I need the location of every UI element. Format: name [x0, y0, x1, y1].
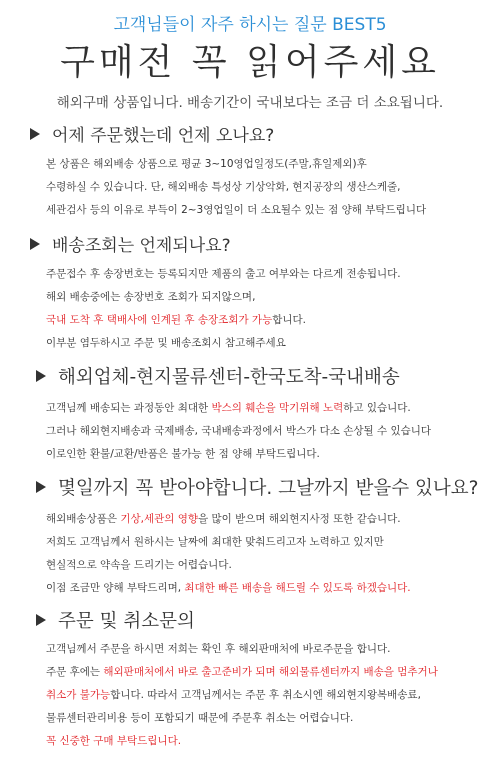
- triangle-bullet-icon: [30, 128, 40, 140]
- faq-answer-5: [46, 638, 438, 753]
- faq-heading-text: 배송조회는 언제되나요?: [52, 236, 231, 256]
- faq-heading-3: [36, 363, 400, 389]
- answer-line: 이부분 염두하시고 주문 및 배송조회시 참고해주세요: [46, 337, 286, 349]
- highlight-text: 국내 도착 후 택배사에 인계된 후 송장조회가 가능: [46, 314, 273, 326]
- answer-line: 저희도 고객님께서 원하시는 날짜에 최대한 맞춰드리고자 노력하고 있지만: [46, 536, 384, 548]
- triangle-bullet-icon: [30, 238, 40, 250]
- page-title: 구매전 꼭 읽어주세요: [60, 42, 440, 83]
- faq-answer-3: [46, 397, 431, 466]
- faq-heading-5: [36, 607, 195, 633]
- answer-line: 해외배송상품은 기상,세관의 영향을 많이 받으며 해외현지사정 또한 같습니다.: [46, 513, 401, 525]
- highlight-text: 박스의 훼손을 막기위해 노력: [211, 402, 344, 414]
- answer-line: 본 상품은 해외배송 상품으로 평균 3~10영업일정도(주말,휴일제외)후: [46, 158, 367, 170]
- faq-heading-text: 어제 주문했는데 언제 오나요?: [52, 126, 275, 146]
- answer-line: 수령하실 수 있습니다. 단, 해외배송 특성상 기상악화, 현지공장의 생산스케줄,: [46, 181, 401, 193]
- triangle-bullet-icon: [36, 614, 46, 626]
- answer-line: 현실적으로 약속을 드리기는 어렵습니다.: [46, 559, 232, 571]
- faq-heading-text: 몇일까지 꼭 받아야합니다. 그날까지 받을수 있나요?: [58, 478, 479, 499]
- answer-line: 이점 조금만 양해 부탁드리며, 최대한 빠른 배송을 해드릴 수 있도록 하겠습니다.: [46, 582, 411, 594]
- answer-line: 고객님께 배송되는 과정동안 최대한 박스의 훼손을 막기위해 노력하고 있습니다.: [46, 402, 411, 414]
- answer-line: 고객님께서 주문을 하시면 저희는 확인 후 해외판매처에 바로주문을 합니다.: [46, 643, 391, 655]
- faq-subtitle: 고객님들이 자주 하시는 질문 BEST5: [113, 15, 387, 35]
- faq-answer-2: [46, 263, 401, 355]
- answer-line: 세관검사 등의 이유로 부득이 2~3영업일이 더 소요될수 있는 점 양해 부탁드립니다: [46, 204, 427, 216]
- highlight-text: 꼭 신중한 구매 부탁드립니다.: [46, 735, 182, 747]
- triangle-bullet-icon: [36, 481, 46, 493]
- answer-line: 주문 후에는 해외판매처에서 바로 출고준비가 되며 해외물류센터까지 배송을 멈추거나: [46, 666, 438, 678]
- highlight-text: 최대한 빠른 배송을 해드릴 수 있도록 하겠습니다.: [184, 582, 411, 594]
- answer-line: 주문접수 후 송장번호는 등록되지만 제품의 출고 여부와는 다르게 전송됩니다.: [46, 268, 401, 280]
- answer-line: 물류센터관리비용 등이 포함되기 때문에 주문후 취소는 어렵습니다.: [46, 712, 354, 724]
- faq-answer-1: [46, 153, 426, 222]
- triangle-bullet-icon: [36, 370, 46, 382]
- shipping-notice: 해외구매 상품입니다. 배송기간이 국내보다는 조금 더 소요됩니다.: [56, 95, 444, 111]
- faq-heading-text: 해외업체-현지물류센터-한국도착-국내배송: [58, 367, 400, 388]
- faq-heading-1: [30, 121, 274, 146]
- answer-line: 해외 배송중에는 송장번호 조회가 되지않으며,: [46, 291, 256, 303]
- highlight-text: 취소가 불가능: [46, 689, 111, 701]
- answer-line: [46, 730, 438, 753]
- faq-heading-4: [36, 474, 478, 500]
- faq-heading-text: 주문 및 취소문의: [58, 611, 195, 632]
- faq-heading-2: [30, 231, 231, 256]
- highlight-text: 기상,세관의 영향: [120, 513, 199, 525]
- faq-answer-4: [46, 508, 411, 600]
- answer-line: 취소가 불가능합니다. 따라서 고객님께서는 주문 후 취소시엔 해외현지왕복배송료,: [46, 689, 421, 701]
- answer-line: 국내 도착 후 택배사에 인계된 후 송장조회가 가능합니다.: [46, 314, 307, 326]
- highlight-text: 해외판매처에서 바로 출고준비가 되며 해외물류센터까지 배송을 멈추거나: [103, 666, 438, 678]
- answer-line: 이로인한 환불/교환/반품은 불가능 한 점 양해 부탁드립니다.: [46, 448, 320, 460]
- answer-line: 그러나 해외현지배송과 국제배송, 국내배송과정에서 박스가 다소 손상될 수 있습니다: [46, 425, 432, 437]
